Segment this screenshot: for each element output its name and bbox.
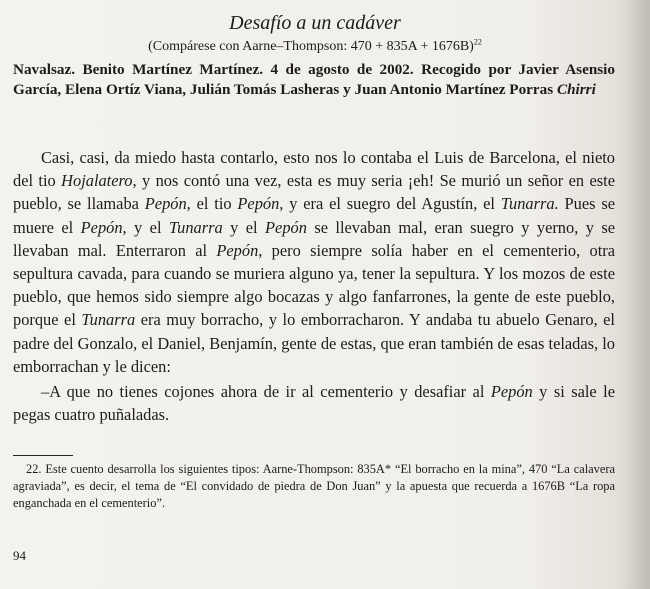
- story-title: Desafío a un cadáver: [229, 12, 401, 34]
- italic-name: Tunarra: [168, 217, 223, 237]
- footnote-text: 22. Este cuento desarrolla los siguientes tipos: Aarne-Thompson: 835A* “El borracho en la mina”, 470 “La calavera agraviada”, es decir, el tema de “El convidado de piedra de Don Juan” y la apuesta que recuerda a 1676B “La ropa enganchada en el cementerio”.: [13, 462, 615, 510]
- footnote: [13, 461, 615, 512]
- italic-name: Pepón: [490, 382, 533, 402]
- story-subtitle: [0, 38, 630, 56]
- paragraph: [13, 380, 615, 426]
- italic-name: Pepón: [144, 194, 187, 214]
- story-body: [13, 146, 615, 426]
- italic-name: Tunarra.: [500, 194, 559, 214]
- text-run: se llevaban mal, eran suegro y yerno, y se llevaban mal. Enterraron al: [13, 217, 615, 260]
- text-run: , y nos contó una vez, esta es muy seria ¡eh! Se murió un señor en este pueblo, se llamaba: [13, 171, 615, 214]
- text-run: , y el: [122, 217, 169, 237]
- text-run: –A que no tienes cojones ahora de ir al cementerio y desafiar al: [41, 382, 491, 402]
- italic-name: Tunarra: [81, 310, 136, 330]
- text-run: Pues se muere el: [13, 194, 615, 237]
- text-run: , pero siempre solía haber en el cementerio, otra sepultura cavada, para cuando se muriera alguno ya, tener la sepultura. Y los mozos de este pueblo, que hemos sido siempre algo bocazas y algo fanfarrones, la gente de este pueblo, porque el: [13, 240, 615, 330]
- text-run: y si sale le pegas cuatro puñaladas.: [13, 382, 615, 425]
- source-line: [13, 60, 615, 100]
- page-number: 94: [13, 548, 26, 563]
- italic-name: Pepón: [80, 217, 123, 237]
- footnote-divider: [13, 455, 73, 456]
- italic-name: Hojalatero: [61, 171, 133, 191]
- text-run: y el: [222, 217, 266, 237]
- footnote-reference: 22: [473, 37, 482, 47]
- text-run: Casi, casi, da miedo hasta contarlo, esto nos lo contaba el Luis de Barcelona, el nieto del tio: [13, 148, 615, 191]
- source-text: Navalsaz. Benito Martínez Martínez. 4 de agosto de 2002. Recogido por Javier Asensio García, Elena Ortíz Viana, Julián Tomás Lasheras y Juan Antonio Martínez Porras: [13, 61, 615, 98]
- source-nickname: Chirri: [556, 81, 596, 98]
- subtitle-text: (Compárese con Aarne–Thompson: 470 + 835A + 1676B): [148, 39, 474, 54]
- spine-shadow: [622, 0, 650, 589]
- text-run: , y era el suegro del Agustín, el: [279, 194, 501, 214]
- text-run: , el tio: [186, 194, 238, 214]
- text-run: era muy borracho, y lo emborracharon. Y andaba tu abuelo Genaro, el padre del Gonzalo, el Daniel, Benjamín, gente de estas, que eran también de esas teladas, lo emborrachan y le dicen:: [13, 310, 615, 376]
- italic-name: Pepón: [265, 217, 307, 237]
- italic-name: Pepón: [237, 194, 280, 214]
- italic-name: Pepón: [216, 240, 259, 260]
- paragraph: [13, 146, 615, 378]
